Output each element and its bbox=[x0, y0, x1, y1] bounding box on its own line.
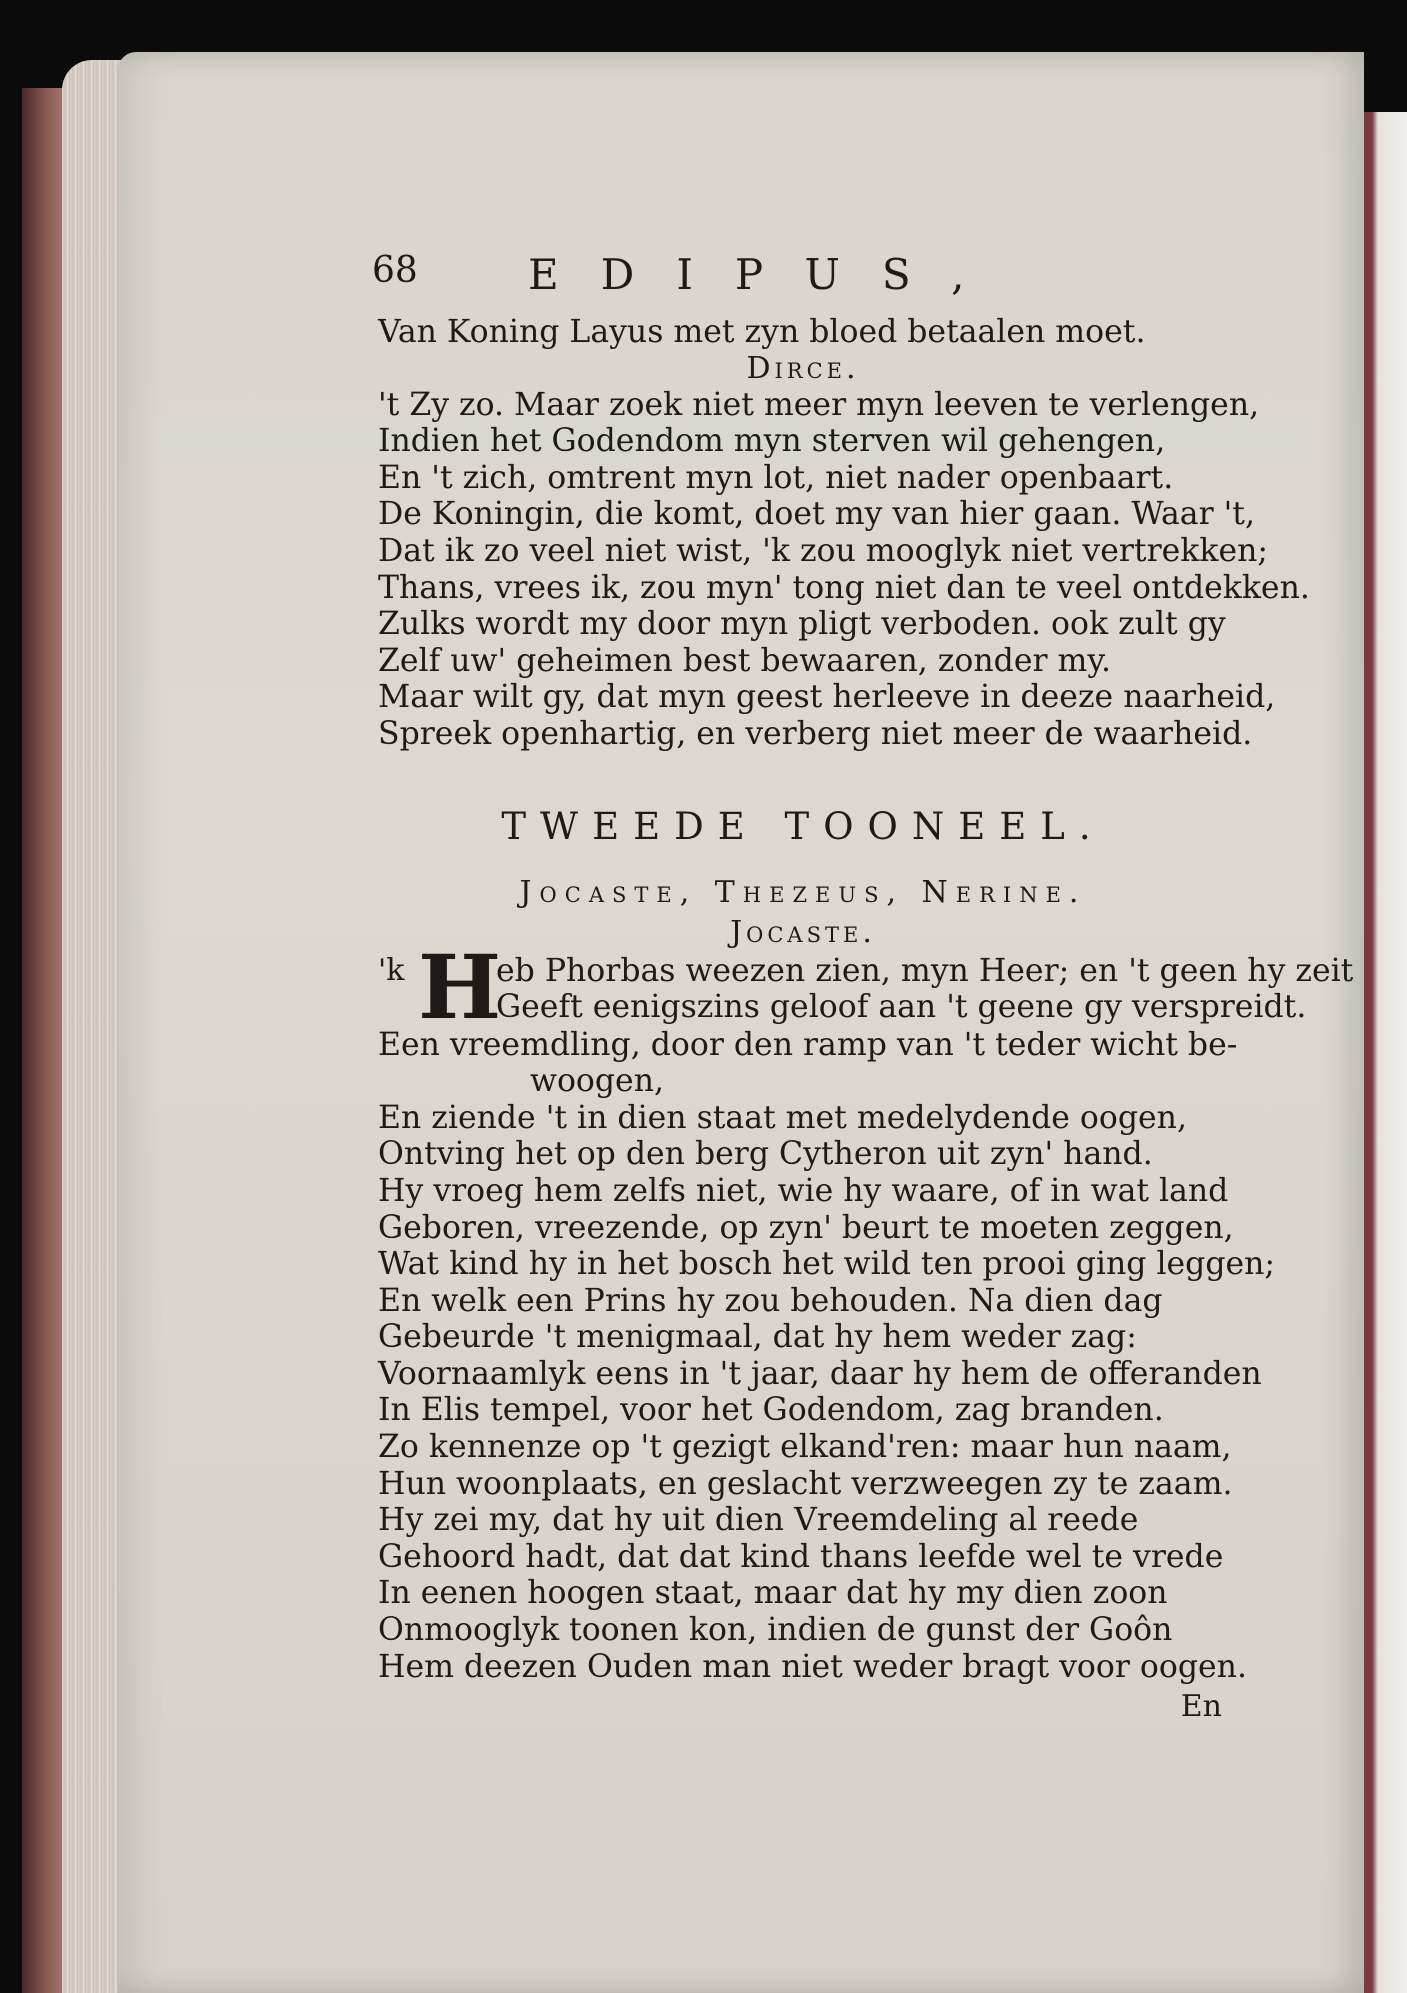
verse-line: Hun woonplaats, en geslacht verzweegen zy te zaam. bbox=[378, 1465, 1233, 1502]
verse-line: Spreek openhartig, en verberg niet meer de waarheid. bbox=[378, 715, 1253, 752]
page-text bbox=[372, 250, 1354, 1725]
verse-line: Onmooglyk toonen kon, indien de gunst der Goôn bbox=[378, 1612, 1173, 1649]
scene-characters: Jocaste, Thezeus, Nerine. bbox=[519, 874, 1087, 910]
verse-line: De Koningin, die komt, doet my van hier gaan. Waar 't, bbox=[378, 496, 1255, 533]
speaker-jocaste: Jocaste. bbox=[730, 914, 876, 950]
facing-page-edge bbox=[1364, 112, 1407, 1993]
verse-line: 't Zy zo. Maar zoek niet meer myn leeven te verlengen, bbox=[378, 386, 1260, 423]
verse-line: Hem deezen Ouden man niet weder bragt voor oogen. bbox=[378, 1648, 1247, 1685]
verse-line: In eenen hoogen staat, maar dat hy my dien zoon bbox=[378, 1575, 1168, 1612]
dropcap-lines bbox=[496, 953, 1353, 1026]
page-header bbox=[372, 250, 1228, 314]
verse-line: Maar wilt gy, dat myn geest herleeve in deeze naarheid, bbox=[378, 679, 1276, 716]
verse-line: Gebeurde 't menigmaal, dat hy hem weder zag: bbox=[378, 1319, 1137, 1356]
verse-line: Ontving het op den berg Cytheron uit zyn' hand. bbox=[378, 1136, 1153, 1173]
verse-line: eb Phorbas weezen zien, myn Heer; en 't geen hy zeit bbox=[496, 952, 1354, 989]
scene-title: TWEEDE TOONEEL. bbox=[501, 804, 1105, 848]
verse-line: Zelf uw' geheimen best bewaaren, zonder my. bbox=[378, 642, 1112, 679]
verse-line: Voornaamlyk eens in 't jaar, daar hy hem de offeranden bbox=[378, 1355, 1262, 1392]
verse-line: En 't zich, omtrent myn lot, niet nader openbaart. bbox=[378, 459, 1174, 496]
page-number: 68 bbox=[372, 250, 418, 291]
verse-line: Geeft eenigszins geloof aan 't geene gy verspreidt. bbox=[496, 989, 1307, 1026]
verse-line: En ziende 't in dien staat met medelydende oogen, bbox=[378, 1099, 1187, 1136]
jocaste-speech bbox=[378, 1026, 1276, 1686]
verse-line: Zulks wordt my door myn pligt verboden. ook zult gy bbox=[378, 606, 1226, 643]
catchword: En bbox=[1180, 1689, 1222, 1725]
drop-cap: H bbox=[418, 934, 502, 1039]
verse-line: Geboren, vreezende, op zyn' beurt te moeten zeggen, bbox=[378, 1209, 1234, 1246]
verse-line: Thans, vrees ik, zou myn' tong niet dan te veel ontdekken. bbox=[378, 569, 1310, 606]
verse-line: En welk een Prins hy zou behouden. Na dien dag bbox=[378, 1282, 1163, 1319]
verse-line: Indien het Godendom myn sterven wil gehengen, bbox=[378, 423, 1166, 460]
verse-line-continuation: woogen, bbox=[530, 1063, 664, 1100]
speaker-dirce: Dirce. bbox=[746, 350, 860, 386]
running-title: EDIPUS, bbox=[528, 250, 1007, 299]
verse-line: Dat ik zo veel niet wist, 'k zou mooglyk niet vertrekken; bbox=[378, 532, 1268, 569]
jocaste-speech-opening bbox=[378, 934, 1354, 1039]
verse-line: Hy vroeg hem zelfs niet, wie hy waare, of in wat land bbox=[378, 1172, 1229, 1209]
verse-line: Hy zei my, dat hy uit dien Vreemdeling al reede bbox=[378, 1502, 1139, 1539]
opening-line: Van Koning Layus met zyn bloed betaalen moet. bbox=[378, 314, 1146, 350]
verse-line: Zo kennenze op 't gezigt elkand'ren: maar hun naam, bbox=[378, 1429, 1232, 1466]
verse-line: In Elis tempel, voor het Godendom, zag branden. bbox=[378, 1392, 1164, 1429]
verse-line: Een vreemdling, door den ramp van 't teder wicht be- bbox=[378, 1026, 1238, 1063]
verse-line: Wat kind hy in het bosch het wild ten prooi ging leggen; bbox=[378, 1246, 1276, 1283]
verse-line: Gehoord hadt, dat dat kind thans leefde wel te vrede bbox=[378, 1538, 1224, 1575]
speech-prefix: 'k bbox=[378, 952, 405, 988]
dirce-speech bbox=[378, 386, 1310, 753]
